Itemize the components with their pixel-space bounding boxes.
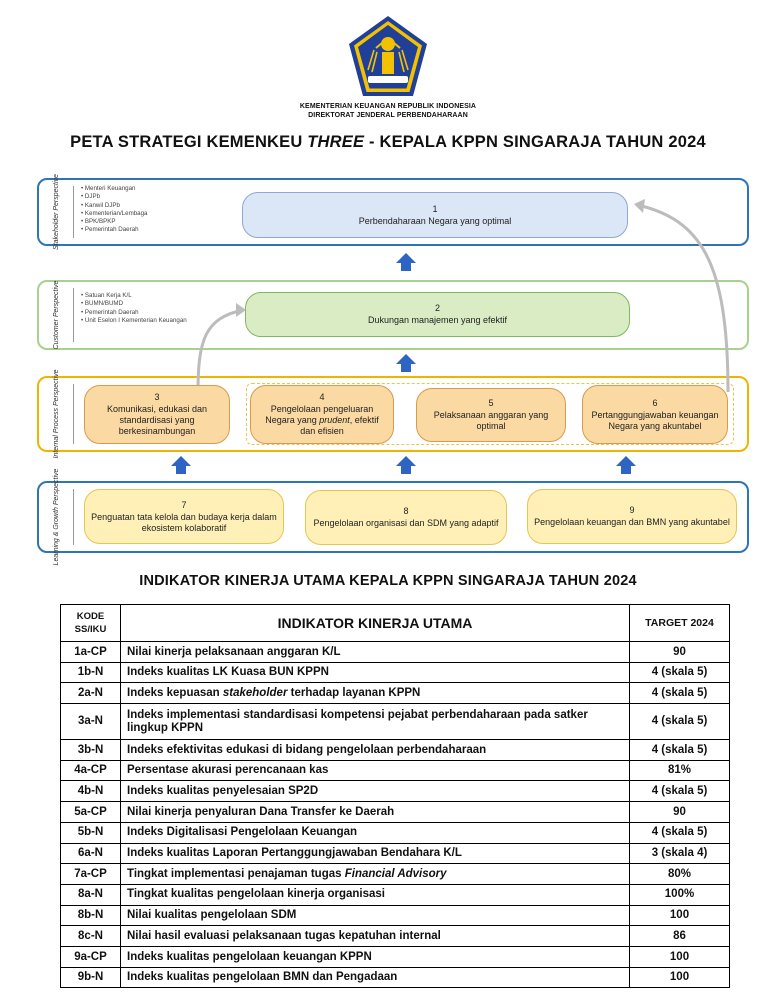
table-row: 1b-N Indeks kualitas LK Kuasa BUN KPPN 4 (skala 5)	[61, 662, 730, 683]
objective-6: 6 Pertanggungjawaban keuangan Negara yang akuntabel	[582, 385, 728, 444]
table-row: 5a-CP Nilai kinerja penyaluran Dana Transfer ke Daerah 90	[61, 802, 730, 823]
table-row: 4a-CP Persentase akurasi perencanaan kas 81%	[61, 760, 730, 781]
col-header-indikator: INDIKATOR KINERJA UTAMA	[121, 605, 630, 642]
table-row: 9a-CP Indeks kualitas pengelolaan keuangan KPPN 100	[61, 946, 730, 967]
customer-list: • Satuan Kerja K/L • BUMN/BUMD • Pemerintah Daerah • Unit Eselon I Kementerian Keuangan	[81, 292, 187, 325]
stakeholder-list: • Menteri Keuangan • DJPb • Kanwil DJPb • Kementerian/Lembaga • BPK/BPKP • Pemerintah Daerah	[81, 185, 148, 235]
table-row: 9b-N Indeks kualitas pengelolaan BMN dan Pengadaan 100	[61, 967, 730, 988]
iku-title: INDIKATOR KINERJA UTAMA KEPALA KPPN SINGARAJA TAHUN 2024	[139, 573, 637, 589]
table-row: 8a-N Tingkat kualitas pengelolaan kinerja organisasi 100%	[61, 884, 730, 905]
objective-9: 9 Pengelolaan keuangan dan BMN yang akuntabel	[527, 489, 737, 544]
table-row: 5b-N Indeks Digitalisasi Pengelolaan Keuangan 4 (skala 5)	[61, 822, 730, 843]
page-title: PETA STRATEGI KEMENKEU THREE - KEPALA KPPN SINGARAJA TAHUN 2024	[70, 133, 706, 151]
perspective-label: Customer Perspective	[53, 280, 60, 350]
iku-table	[60, 604, 730, 988]
table-row: 6a-N Indeks kualitas Laporan Pertanggungjawaban Bendahara K/L 3 (skala 4)	[61, 843, 730, 864]
table-row: 1a-CP Nilai kinerja pelaksanaan anggaran K/L 90	[61, 642, 730, 663]
objective-2: 2 Dukungan manajemen yang efektif	[245, 292, 630, 337]
objective-1: 1 Perbendaharaan Negara yang optimal	[242, 192, 628, 238]
table-row: 8c-N Nilai hasil evaluasi pelaksanaan tugas kepatuhan internal 86	[61, 926, 730, 947]
table-header-row	[61, 605, 730, 642]
table-row: 2a-N Indeks kepuasan stakeholder terhadap layanan KPPN 4 (skala 5)	[61, 683, 730, 704]
table-row: 4b-N Indeks kualitas penyelesaian SP2D 4 (skala 5)	[61, 781, 730, 802]
perspective-label: Stakeholder Perspective	[53, 174, 60, 250]
table-row: 3a-N Indeks implementasi standardisasi kompetensi pejabat perbendaharaan pada satker lingkup KPPN 4 (skala 5)	[61, 704, 730, 740]
col-header-target: TARGET 2024	[630, 605, 730, 642]
perspective-label: Internal Process Perspective	[53, 369, 60, 459]
col-header-kode: KODE SS/IKU	[61, 605, 121, 642]
perspective-label: Learning & Growth Perspective	[53, 468, 60, 566]
objective-4: 4 Pengelolaan pengeluaran Negara yang prudent, efektif dan efisien	[250, 385, 394, 444]
table-row: 8b-N Nilai kualitas pengelolaan SDM 100	[61, 905, 730, 926]
table-row: 3b-N Indeks efektivitas edukasi di bidang pengelolaan perbendaharaan 4 (skala 5)	[61, 740, 730, 761]
table-row: 7a-CP Tingkat implementasi penajaman tugas Financial Advisory 80%	[61, 864, 730, 885]
org-name-line1: KEMENTERIAN KEUANGAN REPUBLIK INDONESIA	[299, 103, 477, 110]
objective-7: 7 Penguatan tata kelola dan budaya kerja dalam ekosistem kolaboratif	[84, 489, 284, 544]
objective-3: 3 Komunikasi, edukasi dan standardisasi yang berkesinambungan	[84, 385, 230, 444]
objective-8: 8 Pengelolaan organisasi dan SDM yang adaptif	[305, 490, 507, 545]
org-name-line2: DIREKTORAT JENDERAL PERBENDAHARAAN	[308, 112, 468, 119]
objective-5: 5 Pelaksanaan anggaran yang optimal	[416, 388, 566, 442]
